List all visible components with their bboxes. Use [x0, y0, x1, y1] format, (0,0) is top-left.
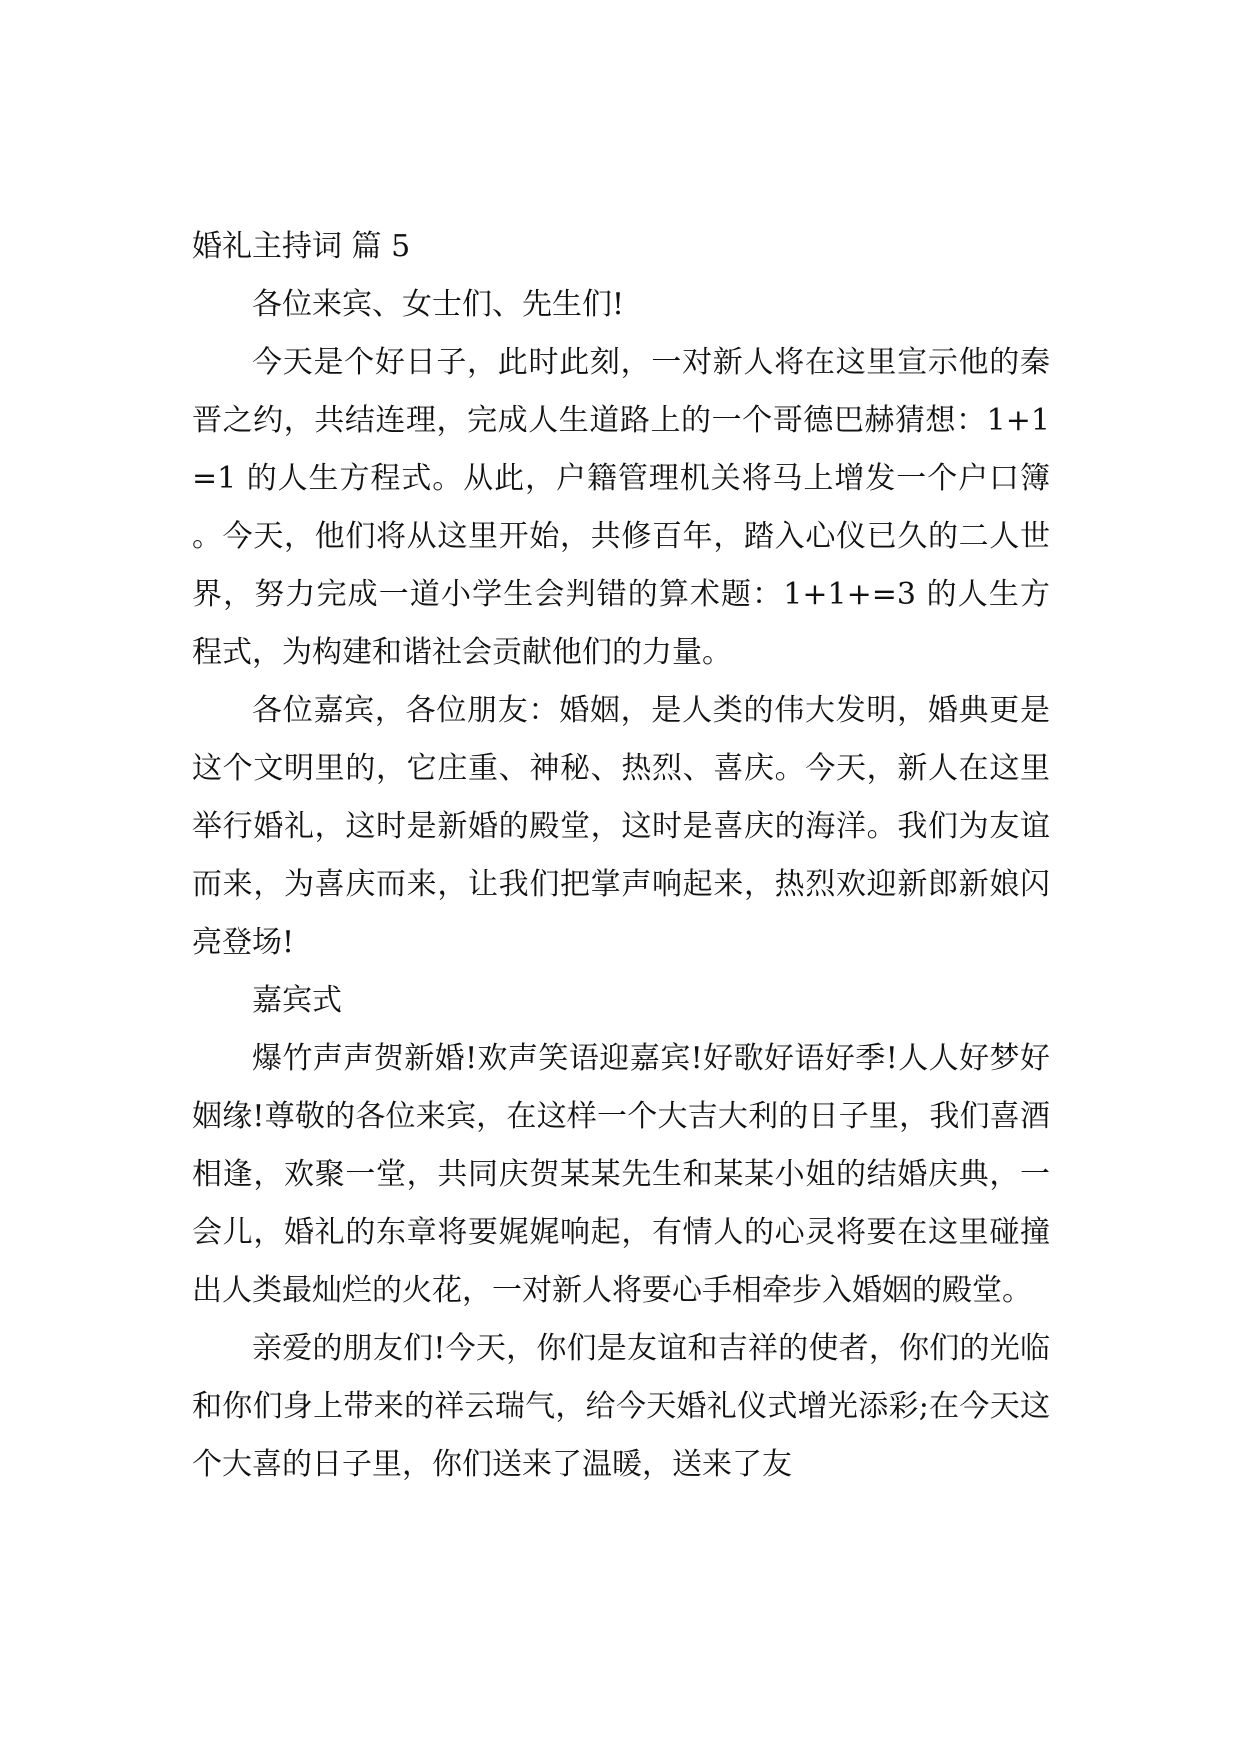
paragraph-firecrackers: 爆竹声声贺新婚!欢声笑语迎嘉宾!好歌好语好季!人人好梦好姻缘!尊敬的各位来宾，在这样一个大吉大利的日子里，我们喜酒相逢，欢聚一堂，共同庆贺某某先生和某某小姐的结婚庆典，一会儿，婚礼的东章将要娓娓响起，有情人的心灵将要在这里碰撞出人类最灿烂的火花，一对新人将要心手相牵步入婚姻的殿堂。 [192, 1041, 1050, 1308]
document-body [192, 218, 1050, 1494]
paragraph-greeting: 各位来宾、女士们、先生们! [252, 287, 625, 322]
document-title: 婚礼主持词 篇 5 [192, 229, 411, 264]
paragraph-dear-friends: 亲爱的朋友们!今天，你们是友谊和吉祥的使者，你们的光临和你们身上带来的祥云瑞气，给今天婚礼仪式增光添彩;在今天这个大喜的日子里，你们送来了温暖，送来了友 [192, 1331, 1050, 1482]
paragraph-guests-friends: 各位嘉宾，各位朋友：婚姻，是人类的伟大发明，婚典更是这个文明里的，它庄重、神秘、热烈、喜庆。今天，新人在这里举行婚礼，这时是新婚的殿堂，这时是喜庆的海洋。我们为友谊而来，为喜庆而来，让我们把掌声响起来，热烈欢迎新郎新娘闪亮登场! [192, 693, 1050, 960]
paragraph-opening: 今天是个好日子，此时此刻，一对新人将在这里宣示他的秦晋之约，共结连理，完成人生道路上的一个哥德巴赫猜想：1+1=1 的人生方程式。从此，户籍管理机关将马上增发一个户口簿。今天，他们将从这里开始，共修百年，踏入心仪已久的二人世界，努力完成一道小学生会判错的算术题：1+1+=3 的人生方程式，为构建和谐社会贡献他们的力量。 [192, 345, 1050, 670]
paragraph-section-heading: 嘉宾式 [252, 983, 342, 1018]
